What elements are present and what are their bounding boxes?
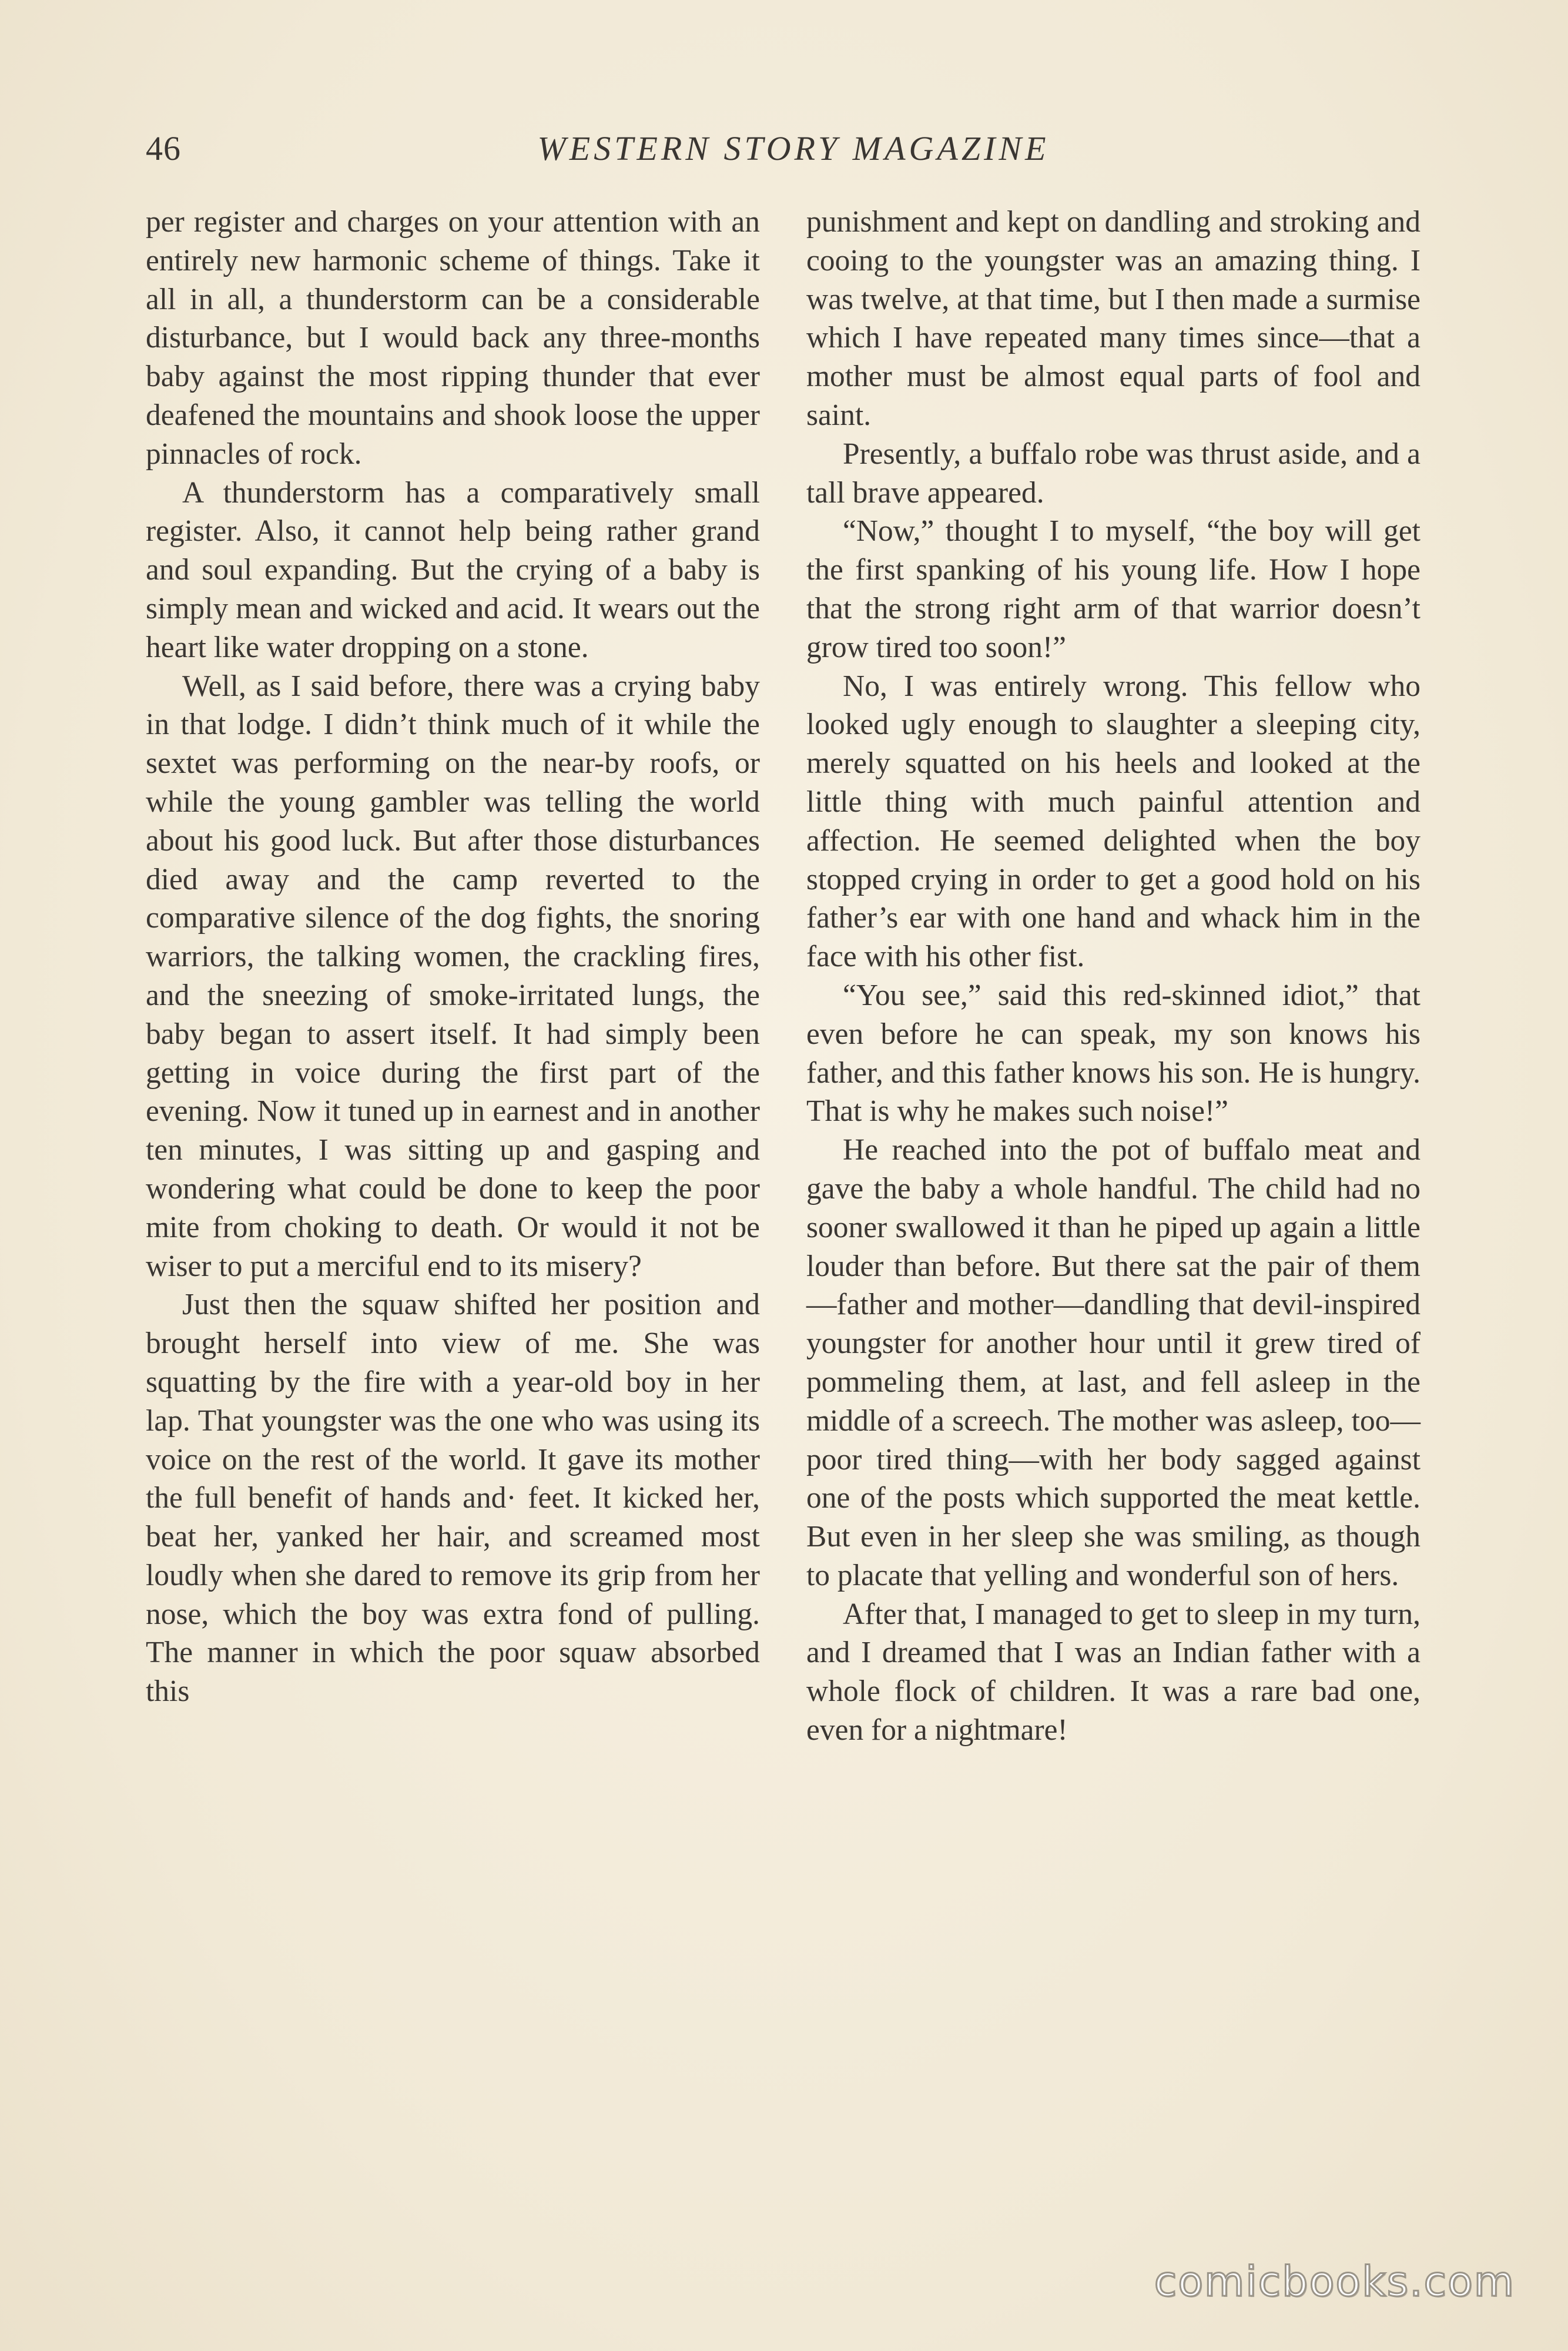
paragraph: punishment and kept on dandling and stroking and cooing to the youngster was an amazing thing. I was twelve, at that time, but I then made a surmise which I have repeated many times since—that a mother must be almost equal parts of fool and saint. xyxy=(806,205,1420,432)
source-watermark: comicbooks.com xyxy=(1154,2258,1515,2306)
paragraph: After that, I managed to get to sleep in my turn, and I dreamed that I was an Indian father with a whole flock of children. It was a rare bad one, even for a nightmare! xyxy=(806,1597,1420,1747)
text-column-right xyxy=(806,203,1420,1750)
paragraph: “You see,” said this red-skinned idiot,” that even before he can speak, my son knows his father, and this father knows his son. He is hungry. That is why he makes such noise!” xyxy=(806,978,1420,1128)
paragraph: per register and charges on your attention with an entirely new harmonic scheme of things. Take it all in all, a thunderstorm can be a considerable disturbance, but I would back any three-months baby against the most ripping thunder that ever deafened the mountains and shook loose the upper pinnacles of rock. xyxy=(146,205,760,471)
paragraph: No, I was entirely wrong. This fellow who looked ugly enough to slaughter a sleeping city, merely squatted on his heels and looked at the little thing with much painful attention and affection. He seemed delighted when the boy stopped crying in order to get a good hold on his father’s ear with one hand and whack him in the face with his other fist. xyxy=(806,669,1420,974)
running-head: WESTERN STORY MAGAZINE xyxy=(537,129,1050,168)
text-column-left xyxy=(146,203,760,1711)
paragraph: Well, as I said before, there was a crying baby in that lodge. I didn’t think much of it while the sextet was performing on the near-by roofs, or while the young gambler was telling the world about his good luck. But after those disturbances died away and the camp reverted to the comparative silence of the dog fights, the snoring warriors, the talking women, the crackling fires, and the sneezing of smoke-irritated lungs, the baby began to assert itself. It had simply been getting in voice during the first part of the evening. Now it tuned up in earnest and in another ten minutes, I was sitting up and gasping and wondering what could be done to keep the poor mite from choking to death. Or would it not be wiser to put a merciful end to its misery? xyxy=(146,669,760,1283)
paragraph: “Now,” thought I to myself, “the boy will get the first spanking of his young life. How I hope that the strong right arm of that warrior doesn’t grow tired too soon!” xyxy=(806,514,1420,664)
paragraph: A thunderstorm has a comparatively small register. Also, it cannot help being rather grand and soul expanding. But the crying of a baby is simply mean and wicked and acid. It wears out the heart like water dropping on a stone. xyxy=(146,475,760,664)
paragraph: Presently, a buffalo robe was thrust aside, and a tall brave appeared. xyxy=(806,437,1420,510)
paragraph: Just then the squaw shifted her position and brought herself into view of me. She was squatting by the fire with a year-old boy in her lap. That youngster was the one who was using its voice on the rest of the world. It gave its mother the full benefit of hands and· feet. It kicked her, beat her, yanked her hair, and screamed most loudly when she dared to remove its grip from her nose, which the boy was extra fond of pulling. The manner in which the poor squaw absorbed this xyxy=(146,1288,760,1709)
page-number: 46 xyxy=(146,129,181,168)
paragraph: He reached into the pot of buffalo meat and gave the baby a whole handful. The child had no sooner swallowed it than he piped up again a little louder than before. But there sat the pair of them—father and mother—dandling that devil-inspired youngster for another hour until it grew tired of pommeling them, at last, and fell asleep in the middle of a screech. The mother was asleep, too—poor tired thing—with her body sagged against one of the posts which supported the meat kettle. But even in her sleep she was smiling, as though to placate that yelling and wonderful son of hers. xyxy=(806,1133,1420,1592)
